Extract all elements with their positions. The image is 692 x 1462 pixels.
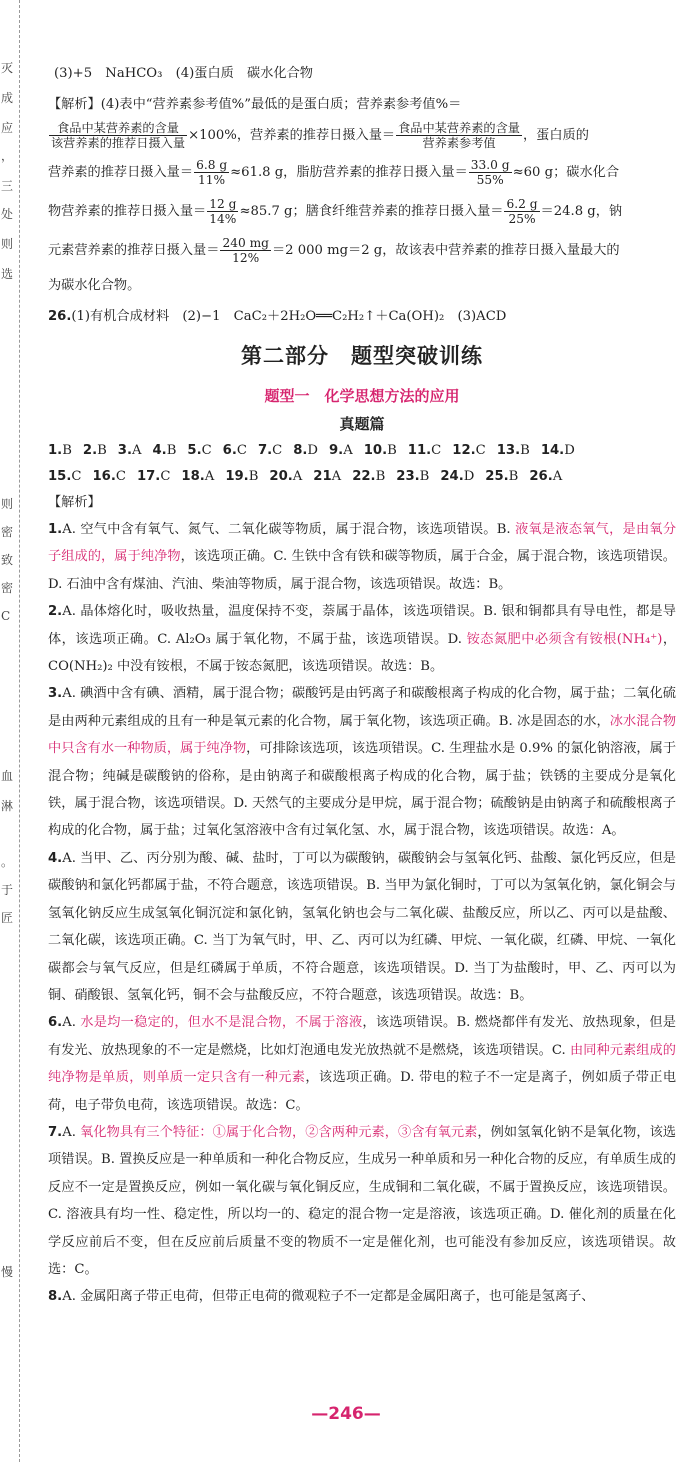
page-number: —246— xyxy=(311,1404,381,1424)
q25-analysis-line2: $\frac{\text{食品中某营养素的含量}}{\text{该营养素的推荐日摄入量}}$ ×100%，营养素的推荐日摄入量＝ $\frac{\text{食品中某营养素的含量}}{\text{营养素参考值}}$ ，蛋白质的 xyxy=(51,121,589,150)
margin-char: 三 xyxy=(1,179,14,193)
explanation-2: 2.A. 晶体熔化时，吸收热量，温度保持不变，萘属于晶体，该选项错误。B. 银和铜都具有导电性，都是导体，该选项正确。C. Al₂O₃ 属于氧化物，不属于盐，该选项错误。D. 铵态氮肥中必须含有铵根(NH₄⁺)，CO(NH₂)₂ 中没有铵根，不属于铵态氮肥，该选项错误。故选：B。 xyxy=(48,604,677,675)
explanation-4: 4.A. 当甲、乙、丙分别为酸、碱、盐时，丁可以为碳酸钠，碳酸钠会与氢氧化钙、盐酸、氯化钙反应，但是碳酸钠和氯化钙都属于盐，不符合题意，该选项错误。B. 当甲为氯化铜时，丁可以为氢氧化钠，氯化铜会与氢氧化钠反应生成氢氧化铜沉淀和氯化钠，氢氧化钠也会与二氧化碳、盐酸反应，所以乙、丙可以是盐酸、二氧化碳，该选项正确。C. 当丁为氧气时，甲、乙、丙可以为红磷、甲烷、一氧化碳，红磷、甲烷、一氧化碳都会与氧气反应，但是红磷属于单质，不符合题意，该选项错误。D. 当丁为盐酸时，甲、乙、丙可以为铜、硝酸银、氢氧化钙，铜不会与盐酸反应，不符合题意，该选项错误。故选：B。 xyxy=(48,850,676,1003)
margin-char: 匠 xyxy=(1,911,14,925)
margin-char: 则 xyxy=(1,497,14,511)
part-heading: 第二部分 题型突破训练 xyxy=(241,344,483,368)
q26-answer-line: 26.(1)有机合成材料 (2)−1 CaC₂＋2H₂O══C₂H₂↑＋Ca(OH)₂ (3)ACD xyxy=(48,309,507,324)
answer-key xyxy=(48,438,676,490)
margin-char: 成 xyxy=(1,91,14,105)
key-point-highlight: 液氧是液态氧气，是由氧分子组成的，属于纯净物 xyxy=(48,522,677,565)
left-margin-strip xyxy=(0,0,30,1462)
q25-analysis-line4: 物营养素的推荐日摄入量＝ $\frac{12 g}{14\%}$ ≈85.7 g；膳食纤维营养素的推荐日摄入量＝ $\frac{6.2 g}{25\%}$ ＝24.8 g，钠 xyxy=(48,197,623,226)
q25-analysis-line1: 【解析】(4)表中“营养素参考值%”最低的是蛋白质；营养素参考值%＝ xyxy=(48,97,462,112)
fraction-sodium: $\frac{240 mg}{12\%}$ xyxy=(222,236,269,265)
margin-char: 密 xyxy=(1,581,14,595)
explanation-3: 3.A. 碘酒中含有碘、酒精，属于混合物；碳酸钙是由钙离子和碳酸根离子构成的化合物，属于盐；二氧化硫是由两种元素组成的且有一种是氧元素的化合物，属于氧化物，该选项正确。B. 冰是固态的水，冰水混合物中只含有水一种物质，属于纯净物，可排除该选项，该选项错误。C. 生理盐水是 0.9% 的氯化钠溶液，属于混合物；纯碱是碳酸钠的俗称，是由钠离子和碳酸根离子构成的化合物，属于盐；铁锈的主要成分是氧化铁，属于混合物，该选项错误。D. 天然气的主要成分是甲烷，属于混合物；硫酸钠是由钠离子和硫酸根离子构成的化合物，属于盐；过氧化氢溶液中含有过氧化氢、水，属于混合物，该选项错误。故选：A。 xyxy=(48,686,677,839)
type-heading: 题型一 化学思想方法的应用 xyxy=(264,387,460,405)
fraction-content-over-reference: $\frac{\text{食品中某营养素的含量}}{\text{营养素参考值}}$ xyxy=(398,121,520,150)
margin-char: 处 xyxy=(1,207,14,221)
explanation-1: 1.A. 空气中含有氧气、氮气、二氧化碳等物质，属于混合物，该选项错误。B. 液氧是液态氧气，是由氧分子组成的，属于纯净物，该选项正确。C. 生铁中含有铁和碳等物质，属于合金，属于混合物，该选项错误。D. 石油中含有煤油、汽油、柴油等物质，属于混合物，该选项错误。故选：B。 xyxy=(48,522,677,592)
analysis-label: 【解析】 xyxy=(48,495,101,510)
fraction-protein: $\frac{6.8 g}{11\%}$ xyxy=(196,158,228,187)
fraction-fiber: $\frac{6.2 g}{25\%}$ xyxy=(506,197,538,226)
margin-char: 淋 xyxy=(1,799,14,813)
q25-analysis-line6: 为碳水化合物。 xyxy=(48,278,141,293)
answer-row-2: 15.C 16.C 17.C 18.A 19.B 20.A 21A 22.B 23.B 24.D 25.B 26.A xyxy=(48,469,563,484)
margin-char: 于 xyxy=(1,883,14,897)
margin-char: 致 xyxy=(1,553,14,567)
margin-char: 应 xyxy=(1,121,14,135)
margin-char: 选 xyxy=(1,267,14,281)
key-point-highlight: 冰水混合物中只含有水一种物质，属于纯净物 xyxy=(48,713,677,757)
margin-char: 灭 xyxy=(1,61,14,75)
q25-answer-line: (3)+5 NaHCO₃ (4)蛋白质 碳水化合物 xyxy=(54,66,313,81)
q25-analysis-line3: 营养素的推荐日摄入量＝ $\frac{6.8 g}{11\%}$ ≈61.8 g，脂肪营养素的推荐日摄入量＝ $\frac{33.0 g}{55\%}$ ≈60 g；碳水化合 xyxy=(48,158,620,187)
margin-char: 密 xyxy=(1,525,14,539)
margin-char: 。 xyxy=(1,855,14,869)
q25-analysis-line5: 元素营养素的推荐日摄入量＝ $\frac{240 mg}{12\%}$ ＝2 000 mg＝2 g，故该表中营养素的推荐日摄入量最大的 xyxy=(48,236,620,265)
explanation-7: 7.A. 氧化物具有三个特征：①属于化合物，②含两种元素，③含有氧元素，例如氢氧化钠不是氧化物，该选项错误。B. 置换反应是一种单质和一种化合物反应，生成另一种单质和另一种化合物的反应，有单质生成的反应不一定是置换反应，例如一氧化碳与氧化铜反应，生成铜和二氧化碳，不属于置换反应，该选项错误。C. 溶液具有均一性、稳定性，所以均一的、稳定的混合物一定是溶液，该选项正确。D. 催化剂的质量在化学反应前后不变，但在反应前后质量不变的物质不一定是催化剂，也可能没有参加反应，该选项错误。故选：C。 xyxy=(48,1124,676,1277)
margin-char: ， xyxy=(1,149,14,163)
margin-char: 慢 xyxy=(1,1265,14,1279)
margin-char: C xyxy=(1,609,11,623)
key-point-highlight: 铵态氮肥中必须含有铵根(NH₄⁺) xyxy=(466,631,663,647)
fraction-carbohydrate: $\frac{12 g}{14\%}$ xyxy=(209,197,237,226)
explanation-8: 8.A. 金属阳离子带正电荷，但带正电荷的微观粒子不一定都是金属阳离子，也可能是氢离子、 xyxy=(48,1289,595,1305)
explanation-6: 6.A. 水是均一稳定的，但水不是混合物，不属于溶液，该选项错误。B. 燃烧都伴有发光、放热现象，但是有发光、放热现象的不一定是燃烧，比如灯泡通电发光放热就不是燃烧，该选项错误。C. 由同种元素组成的纯净物是单质，则单质一定只含有一种元素，该选项正确。D. 带电的粒子不一定是离子，例如质子带正电荷，电子带负电荷，该选项错误。故选：C。 xyxy=(48,1015,677,1113)
fraction-content-over-intake: $\frac{\text{食品中某营养素的含量}}{\text{该营养素的推荐日摄入量}}$ xyxy=(51,121,186,150)
page-content xyxy=(48,58,676,1311)
key-point-highlight: 由同种元素组成的纯净物是单质，则单质一定只含有一种元素 xyxy=(48,1042,676,1086)
margin-char: 则 xyxy=(1,237,14,251)
key-point-highlight: 氧化物具有三个特征：①属于化合物，②含两种元素，③含有氧元素 xyxy=(80,1124,478,1140)
margin-char: 血 xyxy=(1,769,14,783)
answer-row-1: 1.B 2.B 3.A 4.B 5.C 6.C 7.C 8.D 9.A 10.B 11.C 12.C 13.B 14.D xyxy=(48,443,575,458)
margin-dashed-rule xyxy=(19,0,20,1462)
key-point-highlight: 水是均一稳定的，但水不是混合物，不属于溶液 xyxy=(80,1015,363,1031)
fraction-fat: $\frac{33.0 g}{55\%}$ xyxy=(470,158,510,187)
section-heading: 真题篇 xyxy=(339,415,385,433)
